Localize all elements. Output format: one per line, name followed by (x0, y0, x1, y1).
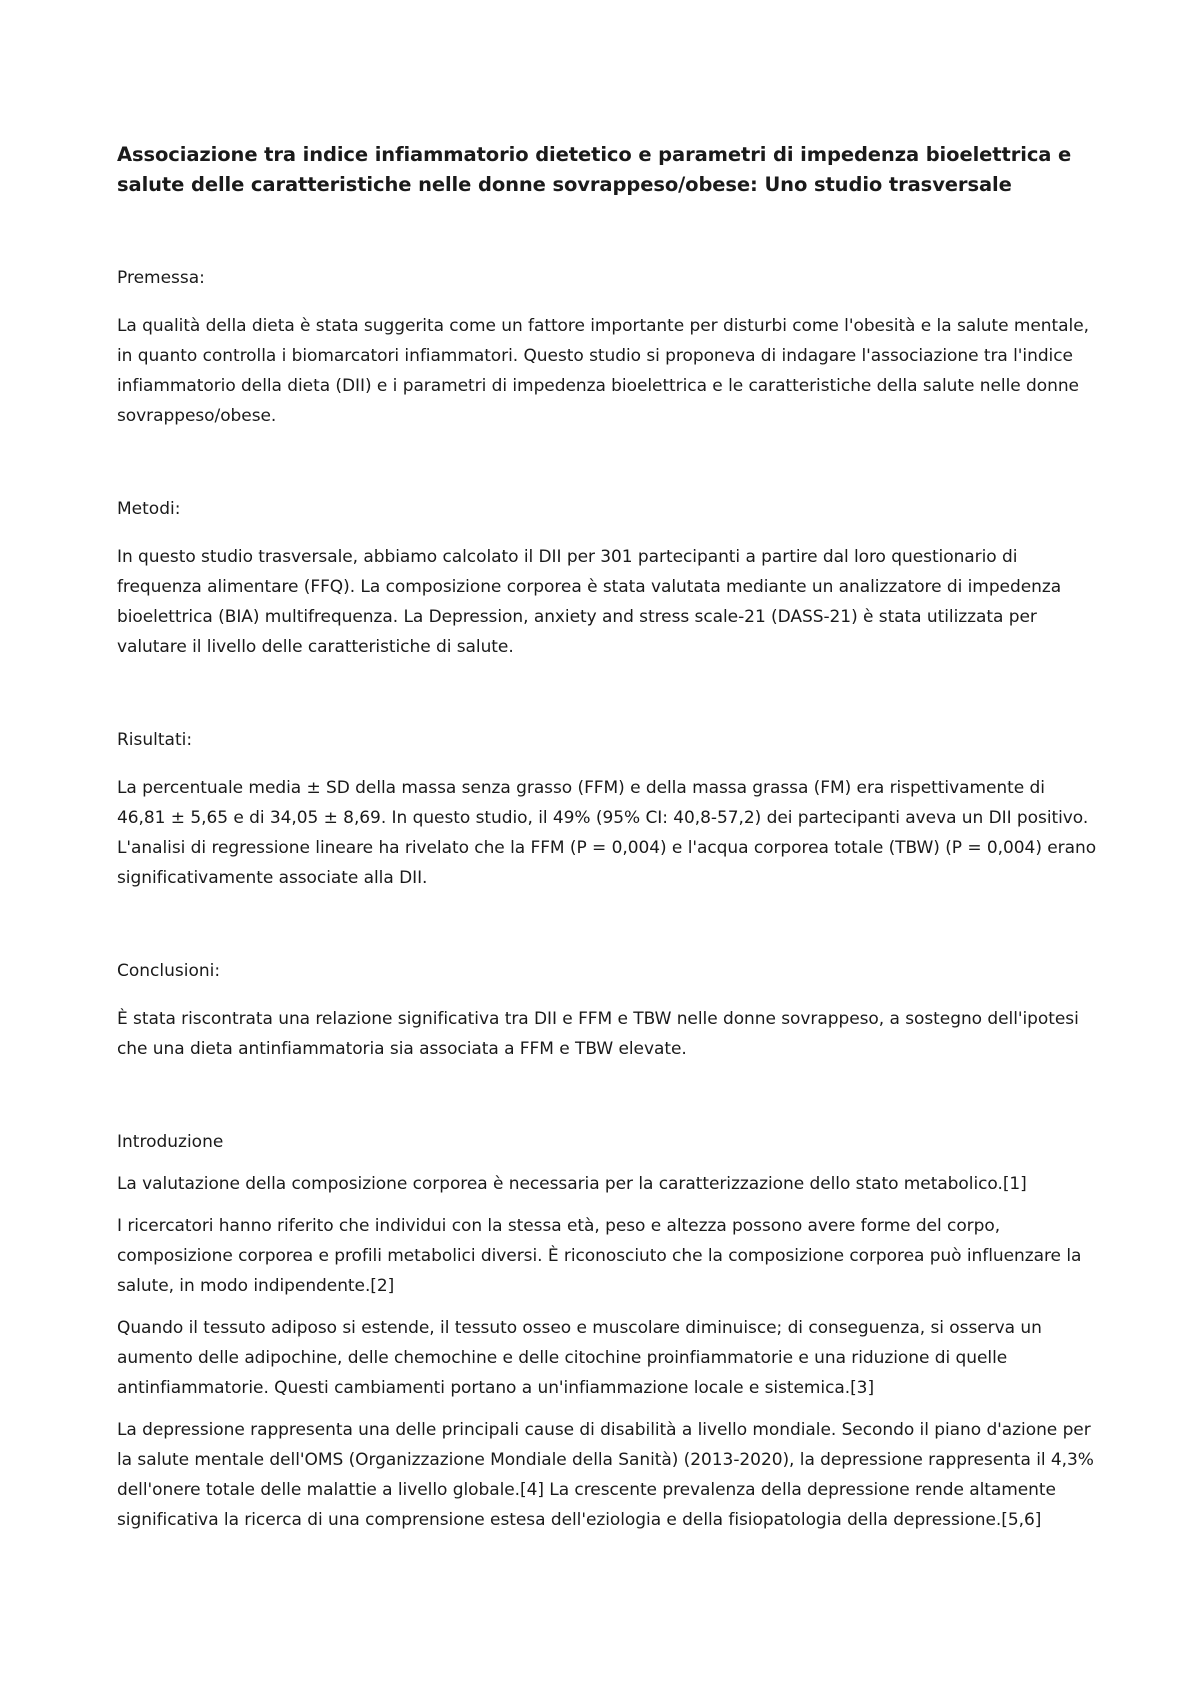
document-page (117, 140, 1097, 1547)
section-text: La qualità della dieta è stata suggerita come un fattore importante per disturbi come l'obesità e la salute mentale, in quanto controlla i biomarcatori infiammatori. Questo studio si proponeva di indagare l'associazione tra l'indice infiammatorio della dieta (DII) e i parametri di impedenza bioelettrica e le caratteristiche della salute nelle donne sovrappeso/obese. (117, 316, 1089, 426)
section-text: In questo studio trasversale, abbiamo calcolato il DII per 301 partecipanti a partire dal loro questionario di frequenza alimentare (FFQ). La composizione corporea è stata valutata mediante un analizzatore di impedenza bioelettrica (BIA) multifrequenza. La Depression, anxiety and stress scale-21 (DASS-21) è stata utilizzata per valutare il livello delle caratteristiche di salute. (117, 547, 1062, 657)
section-text: La percentuale media ± SD della massa senza grasso (FFM) e della massa grassa (FM) era rispettivamente di 46,81 ± 5,65 e di 34,05 ± 8,69. In questo studio, il 49% (95% CI: 40,8-57,2) dei partecipanti aveva un DII positivo. L'analisi di regressione lineare ha rivelato che la FFM (P = 0,004) e l'acqua corporea totale (TBW) (P = 0,004) erano significativamente associate alla DII. (117, 778, 1097, 888)
introduction-paragraph: Quando il tessuto adiposo si estende, il tessuto osseo e muscolare diminuisce; di conseguenza, si osserva un aumento delle adipochine, delle chemochine e delle citochine proinfiammatorie e una riduzione di quelle antinfiammatorie. Questi cambiamenti portano a un'infiammazione locale e sistemica.[3] (117, 1318, 1042, 1398)
section-risultati (117, 725, 1097, 893)
section-heading: Conclusioni: (117, 961, 221, 981)
document-title: Associazione tra indice infiammatorio dietetico e parametri di impedenza bioelettrica e salute delle caratteristiche nelle donne sovrappeso/obese: Uno studio trasversale (117, 143, 1072, 196)
introduction-heading: Introduzione (117, 1132, 224, 1152)
section-heading: Premessa: (117, 268, 205, 288)
section-conclusioni (117, 956, 1097, 1064)
section-text: È stata riscontrata una relazione significativa tra DII e FFM e TBW nelle donne sovrappeso, a sostegno dell'ipotesi che una dieta antinfiammatoria sia associata a FFM e TBW elevate. (117, 1009, 1079, 1059)
section-premessa (117, 263, 1097, 431)
section-metodi (117, 494, 1097, 662)
section-introduzione (117, 1127, 1097, 1535)
introduction-paragraph: I ricercatori hanno riferito che individui con la stessa età, peso e altezza possono avere forme del corpo, composizione corporea e profili metabolici diversi. È riconosciuto che la composizione corporea può influenzare la salute, in modo indipendente.[2] (117, 1216, 1082, 1296)
section-heading: Metodi: (117, 499, 181, 519)
introduction-paragraph: La depressione rappresenta una delle principali cause di disabilità a livello mondiale. Secondo il piano d'azione per la salute mentale dell'OMS (Organizzazione Mondiale della Sanità) (2013-2020), la depressione rappresenta il 4,3% dell'onere totale delle malattie a livello globale.[4] La crescente prevalenza della depressione rende altamente significativa la ricerca di una comprensione estesa dell'eziologia e della fisiopatologia della depressione.[5,6] (117, 1420, 1094, 1530)
introduction-paragraph: La valutazione della composizione corporea è necessaria per la caratterizzazione dello stato metabolico.[1] (117, 1174, 1027, 1194)
section-heading: Risultati: (117, 730, 193, 750)
